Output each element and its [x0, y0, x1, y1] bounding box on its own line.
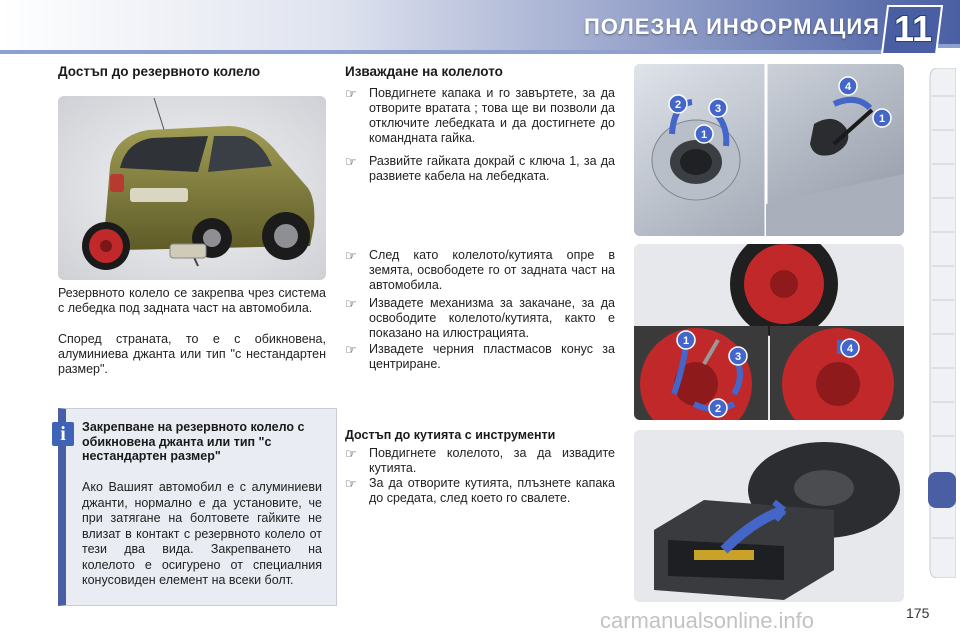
list-item-text: За да отворите кутията, плъзнете капака до средата, след което го свалете. [369, 476, 615, 505]
chapter-number: 11 [893, 8, 933, 49]
wheel-release-illustration [634, 244, 904, 420]
info-box-title: Закрепване на резервното колело с обикновена джанта или тип "с нестандартен размер" [82, 420, 305, 463]
active-chapter-tab [928, 472, 956, 508]
pointing-hand-icon: ☞ [345, 86, 357, 101]
pointing-hand-icon: ☞ [345, 296, 357, 311]
list-item [345, 86, 615, 148]
callout-2: 2 [714, 403, 722, 415]
list-item [345, 446, 615, 478]
tool-box-illustration [634, 430, 904, 602]
info-box-body: Ако Вашият автомобил е с алуминиеви джанти, нормално е да установите, че при затягане на болтовете гайките не влизат в контакт с резервното колело от тези два вида. Закрепването на колелото е осигурено от специалния конусовиден елемент на всеки болт. [82, 480, 322, 587]
callout-1: 1 [682, 335, 690, 347]
list-item-text: Повдигнете колелото, за да извадите кутията. [369, 446, 615, 475]
page-number: 175 [906, 605, 930, 621]
pointing-hand-icon: ☞ [345, 446, 357, 461]
list-item-text: След като колелото/кутията опре в земята, освободете го от задната част на автомобила. [369, 248, 615, 292]
callout-4: 4 [846, 343, 854, 355]
callout-1a: 1 [700, 129, 708, 141]
paragraph-rim-types: Според страната, то е с обикновена, алуминиева джанта или тип "с нестандартен размер". [58, 332, 326, 376]
list-item [345, 296, 615, 342]
winch-nut-illustration [634, 64, 904, 236]
info-icon: i [52, 422, 74, 446]
callout-3: 3 [734, 351, 742, 363]
list-item-text: Развийте гайката докрай с ключа 1, за да развиете кабела на лебедката. [369, 154, 615, 183]
list-item-text: Извадете черния пластмасов конус за центриране. [369, 342, 615, 371]
section-heading-removing-wheel: Изваждане на колелото [345, 64, 503, 79]
list-item [345, 154, 615, 186]
watermark: carmanualsonline.info [600, 608, 815, 633]
page-title: ПОЛЕЗНА ИНФОРМАЦИЯ [583, 14, 880, 39]
pointing-hand-icon: ☞ [345, 476, 357, 491]
section-heading-spare-wheel: Достъп до резервното колело [58, 64, 261, 79]
list-item [345, 248, 615, 294]
callout-1b: 1 [878, 113, 886, 125]
callout-2: 2 [674, 99, 682, 111]
pointing-hand-icon: ☞ [345, 342, 357, 357]
callout-4: 4 [844, 81, 852, 93]
list-item [345, 342, 615, 374]
car-illustration [58, 96, 326, 280]
pointing-hand-icon: ☞ [345, 248, 357, 263]
list-item [345, 476, 615, 522]
chapter-tabs [928, 68, 956, 578]
list-item-text: Повдигнете капака и го завъртете, за да отворите вратата ; това ще ви позволи да отключите лебедката и да достигнете до командната гайка. [369, 86, 615, 145]
paragraph-winch-system: Резервното колело се закрепва чрез система с лебедка под задната част на автомобила. [58, 286, 326, 315]
pointing-hand-icon: ☞ [345, 154, 357, 169]
callout-3: 3 [714, 103, 722, 115]
list-item-text: Извадете механизма за закачане, за да освободите колелото/кутията, както е показано на илюстрацията. [369, 296, 615, 340]
section-heading-tool-box: Достъп до кутията с инструменти [345, 428, 556, 442]
page-header [0, 0, 960, 56]
